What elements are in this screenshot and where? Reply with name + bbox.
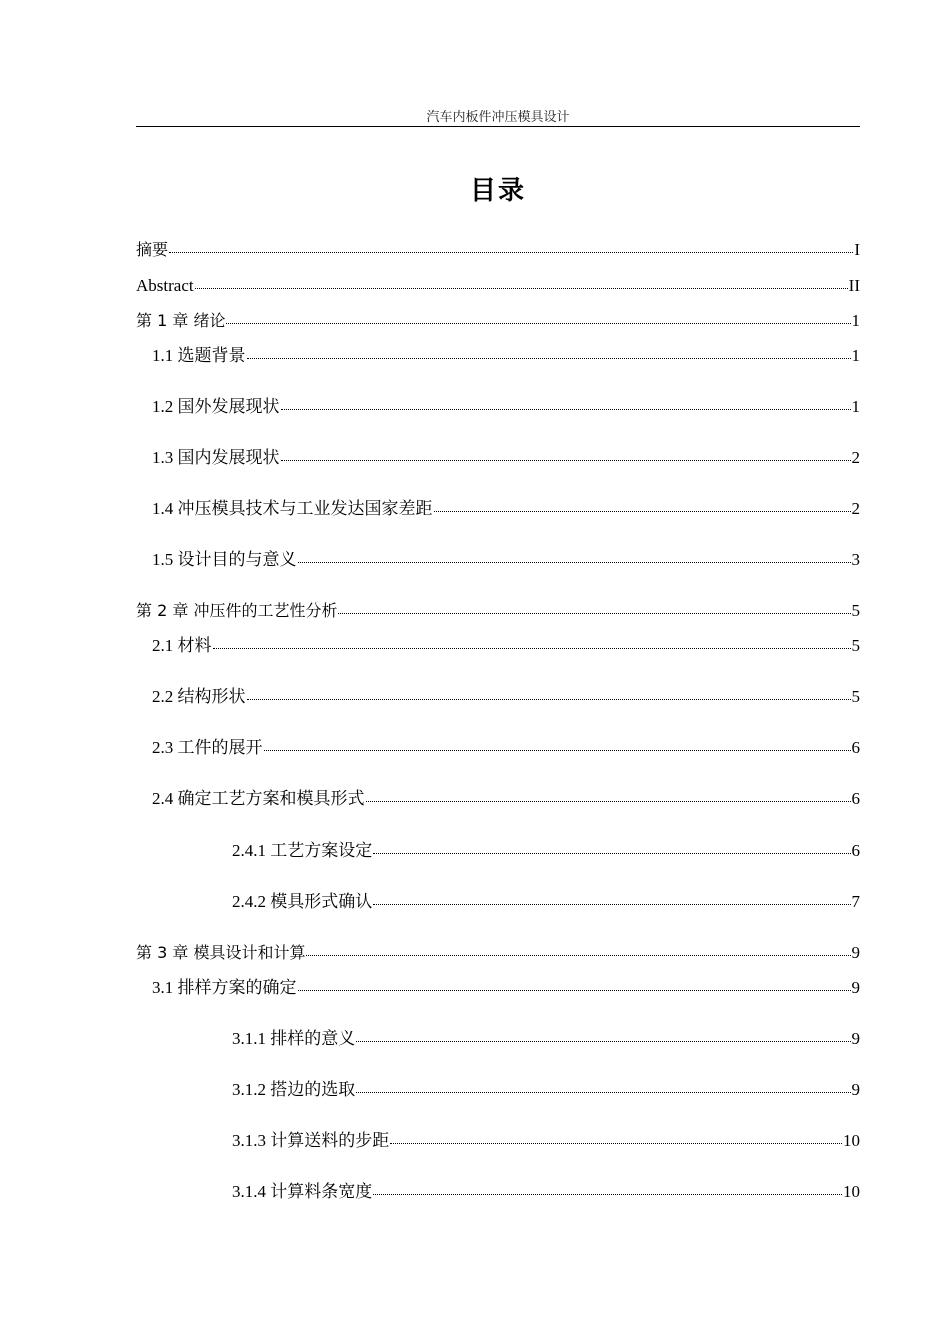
toc-entry-page: 9 <box>851 1080 860 1099</box>
toc-entry-page: 1 <box>851 397 860 416</box>
toc-entry-1-1[interactable] <box>136 344 860 368</box>
dot-leader <box>195 287 848 289</box>
toc-entry-1-3[interactable] <box>136 446 860 470</box>
dot-leader <box>281 459 851 461</box>
dot-leader <box>298 989 851 991</box>
dot-leader <box>306 954 850 956</box>
toc-entry-label: 2.4.1 工艺方案设定 <box>232 841 373 860</box>
toc-entry-2-4[interactable] <box>136 787 860 811</box>
dot-leader <box>356 1040 850 1042</box>
dot-leader <box>169 251 853 253</box>
toc-entry-chapter-2[interactable] <box>136 599 860 623</box>
toc-entry-label: 2.4.2 模具形式确认 <box>232 892 373 911</box>
toc-entry-page: II <box>848 276 860 295</box>
toc-entry-chapter-3[interactable] <box>136 941 860 965</box>
toc-entry-page: 1 <box>851 346 860 365</box>
toc-entry-label: 3.1.1 排样的意义 <box>232 1029 356 1048</box>
dot-leader <box>247 357 851 359</box>
dot-leader <box>226 322 850 324</box>
toc-entry-page: 10 <box>843 1182 860 1201</box>
toc-entry-label: 1.2 国外发展现状 <box>152 397 280 416</box>
toc-entry-2-4-2[interactable] <box>136 890 860 914</box>
running-header: 汽车内板件冲压模具设计 <box>426 109 570 124</box>
toc-entry-label: 第 2 章 冲压件的工艺性分析 <box>136 601 338 620</box>
dot-leader <box>281 408 851 410</box>
dot-leader <box>373 1193 842 1195</box>
toc-entry-2-4-1[interactable] <box>136 839 860 863</box>
dot-leader <box>247 698 851 700</box>
toc-entry-label: 2.3 工件的展开 <box>152 738 263 757</box>
toc-entry-label: 1.4 冲压模具技术与工业发达国家差距 <box>152 499 433 518</box>
toc-entry-label: 第 1 章 绪论 <box>136 311 226 330</box>
toc-entry-page: 6 <box>851 841 860 860</box>
toc-entry-2-1[interactable] <box>136 634 860 658</box>
toc-entry-page: 9 <box>851 943 860 962</box>
toc-entry-2-3[interactable] <box>136 736 860 760</box>
header-rule <box>136 126 860 127</box>
dot-leader <box>390 1142 842 1144</box>
toc-entry-label: 摘要 <box>136 240 169 259</box>
toc-entry-label: Abstract <box>136 276 194 295</box>
toc-entry-page: I <box>854 240 860 259</box>
dot-leader <box>264 749 851 751</box>
toc-entry-page: 9 <box>851 978 860 997</box>
toc-entry-page: 6 <box>851 738 860 757</box>
toc-entry-3-1-1[interactable] <box>136 1027 860 1051</box>
toc-entry-label: 1.3 国内发展现状 <box>152 448 280 467</box>
toc-entry-3-1-2[interactable] <box>136 1078 860 1102</box>
toc-entry-page: 3 <box>851 550 860 569</box>
dot-leader <box>434 510 851 512</box>
toc-entry-page: 10 <box>843 1131 860 1150</box>
toc-entry-page: 1 <box>851 311 860 330</box>
toc-entry-1-5[interactable] <box>136 548 860 572</box>
toc-entry-page: 2 <box>851 499 860 518</box>
toc-entry-label: 1.1 选题背景 <box>152 346 246 365</box>
toc-entry-page: 6 <box>851 789 860 808</box>
toc-entry-3-1-4[interactable] <box>136 1180 860 1204</box>
toc-entry-page: 5 <box>851 687 860 706</box>
toc-entry-page: 9 <box>851 1029 860 1048</box>
toc-entry-chapter-1[interactable] <box>136 309 860 333</box>
toc-entry-1-4[interactable] <box>136 497 860 521</box>
toc-entry-label: 3.1.3 计算送料的步距 <box>232 1131 390 1150</box>
toc-entry-label: 第 3 章 模具设计和计算 <box>136 943 306 962</box>
toc-entry-label: 3.1.4 计算料条宽度 <box>232 1182 373 1201</box>
toc-entry-label: 2.1 材料 <box>152 636 212 655</box>
toc-entry-page: 5 <box>851 636 860 655</box>
toc-entry-label: 3.1.2 搭边的选取 <box>232 1080 356 1099</box>
toc-title: 目录 <box>469 176 526 206</box>
toc-entry-3-1-3[interactable] <box>136 1129 860 1153</box>
dot-leader <box>366 800 851 802</box>
toc-entry-label: 2.2 结构形状 <box>152 687 246 706</box>
dot-leader <box>373 903 850 905</box>
dot-leader <box>356 1091 850 1093</box>
toc-entry-label: 2.4 确定工艺方案和模具形式 <box>152 789 365 808</box>
dot-leader <box>338 612 850 614</box>
toc-entry-label: 3.1 排样方案的确定 <box>152 978 297 997</box>
toc-entry-page: 7 <box>851 892 860 911</box>
dot-leader <box>213 647 851 649</box>
toc-entry-abstract-en[interactable] <box>136 274 860 298</box>
toc-entry-1-2[interactable] <box>136 395 860 419</box>
dot-leader <box>298 561 851 563</box>
toc-entry-page: 2 <box>851 448 860 467</box>
dot-leader <box>373 852 850 854</box>
toc-entry-page: 5 <box>851 601 860 620</box>
toc-entry-2-2[interactable] <box>136 685 860 709</box>
toc-entry-3-1[interactable] <box>136 976 860 1000</box>
toc-entry-label: 1.5 设计目的与意义 <box>152 550 297 569</box>
toc-entry-abstract-cn[interactable] <box>136 238 860 262</box>
